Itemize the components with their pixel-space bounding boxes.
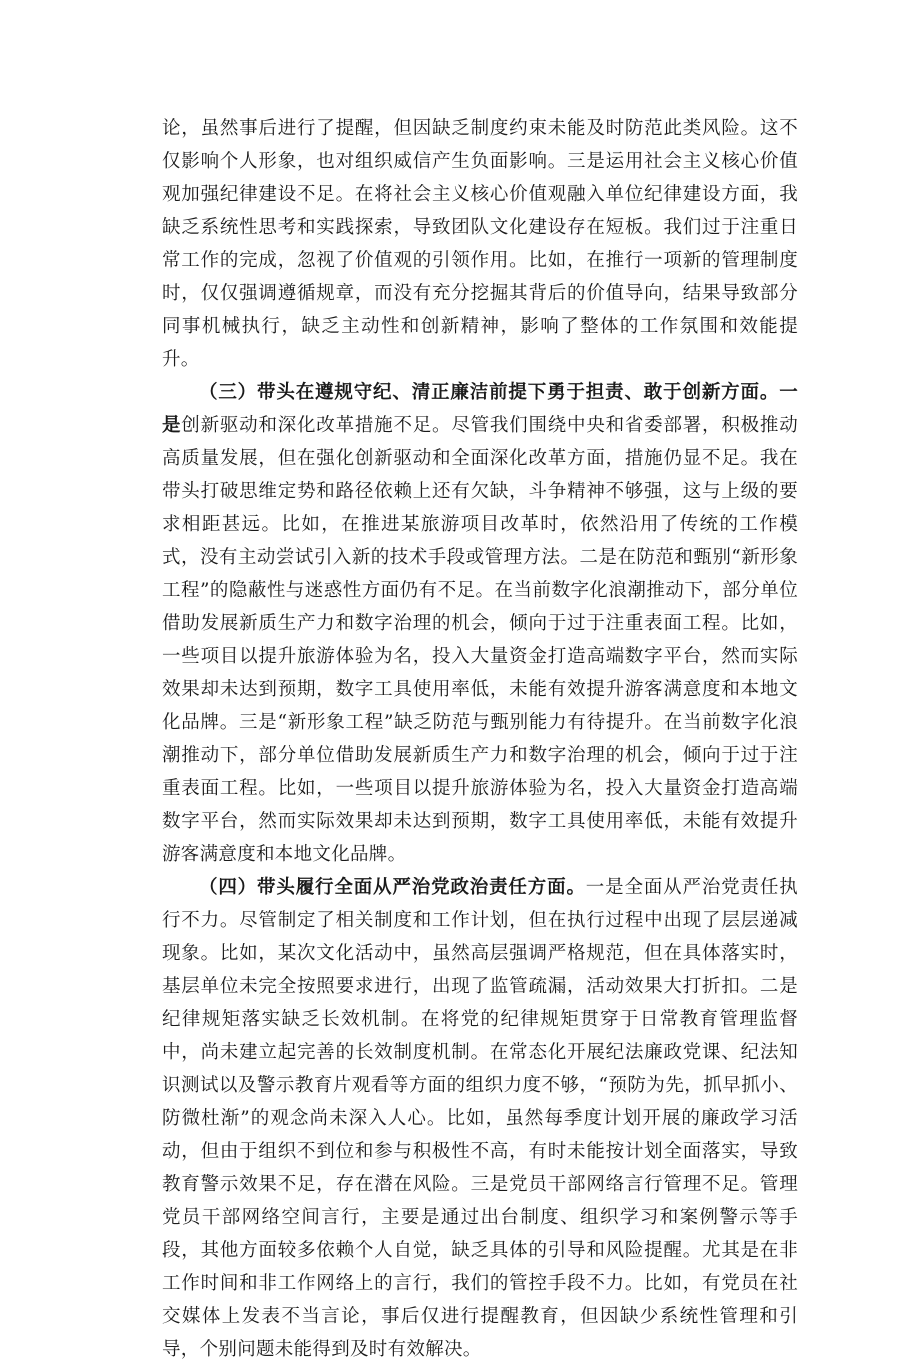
- document-body: [162, 112, 798, 1366]
- section-3-paragraph: [162, 376, 798, 871]
- section-4-paragraph: [162, 871, 798, 1366]
- section-3-heading: （三）带头在遵规守纪、清正廉洁前提下勇于担责、敢于创新方面。一是: [162, 382, 798, 436]
- paragraph-continued: 论，虽然事后进行了提醒，但因缺乏制度约束未能及时防范此类风险。这不仅影响个人形象，也对组织威信产生负面影响。三是运用社会主义核心价值观加强纪律建设不足。在将社会主义核心价值观融入单位纪律建设方面，我缺乏系统性思考和实践探索，导致团队文化建设存在短板。我们过于注重日常工作的完成，忽视了价值观的引领作用。比如，在推行一项新的管理制度时，仅仅强调遵循规章，而没有充分挖掘其背后的价值导向，结果导致部分同事机械执行，缺乏主动性和创新精神，影响了整体的工作氛围和效能提升。: [162, 118, 798, 370]
- section-3-body: 创新驱动和深化改革措施不足。尽管我们围绕中央和省委部署，积极推动高质量发展，但在强化创新驱动和全面深化改革方面，措施仍显不足。我在带头打破思维定势和路径依赖上还有欠缺，斗争精神不够强，这与上级的要求相距甚远。比如，在推进某旅游项目改革时，依然沿用了传统的工作模式，没有主动尝试引入新的技术手段或管理方法。二是在防范和甄别“新形象工程”的隐蔽性与迷惑性方面仍有不足。在当前数字化浪潮推动下，部分单位借助发展新质生产力和数字治理的机会，倾向于过于注重表面工程。比如，一些项目以提升旅游体验为名，投入大量资金打造高端数字平台，然而实际效果却未达到预期，数字工具使用率低，未能有效提升游客满意度和本地文化品牌。三是“新形象工程”缺乏防范与甄别能力有待提升。在当前数字化浪潮推动下，部分单位借助发展新质生产力和数字治理的机会，倾向于过于注重表面工程。比如，一些项目以提升旅游体验为名，投入大量资金打造高端数字平台，然而实际效果却未达到预期，数字工具使用率低，未能有效提升游客满意度和本地文化品牌。: [162, 415, 798, 865]
- section-4-body: 一是全面从严治党责任执行不力。尽管制定了相关制度和工作计划，但在执行过程中出现了层层递减现象。比如，某次文化活动中，虽然高层强调严格规范，但在具体落实时，基层单位未完全按照要求进行，出现了监管疏漏，活动效果大打折扣。二是纪律规矩落实缺乏长效机制。在将党的纪律规矩贯穿于日常教育管理监督中，尚未建立起完善的长效制度机制。在常态化开展纪法廉政党课、纪法知识测试以及警示教育片观看等方面的组织力度不够，“预防为先，抓早抓小、防微杜渐”的观念尚未深入人心。比如，虽然每季度计划开展的廉政学习活动，但由于组织不到位和参与积极性不高，有时未能按计划全面落实，导致教育警示效果不足，存在潜在风险。三是党员干部网络言行管理不足。管理党员干部网络空间言行，主要是通过出台制度、组织学习和案例警示等手段，其他方面较多依赖个人自觉，缺乏具体的引导和风险提醒。尤其是在非工作时间和非工作网络上的言行，我们的管控手段不力。比如，有党员在社交媒体上发表不当言论，事后仅进行提醒教育，但因缺少系统性管理和引导，个别问题未能得到及时有效解决。: [162, 877, 798, 1360]
- section-4-heading: （四）带头履行全面从严治党政治责任方面。: [199, 877, 586, 898]
